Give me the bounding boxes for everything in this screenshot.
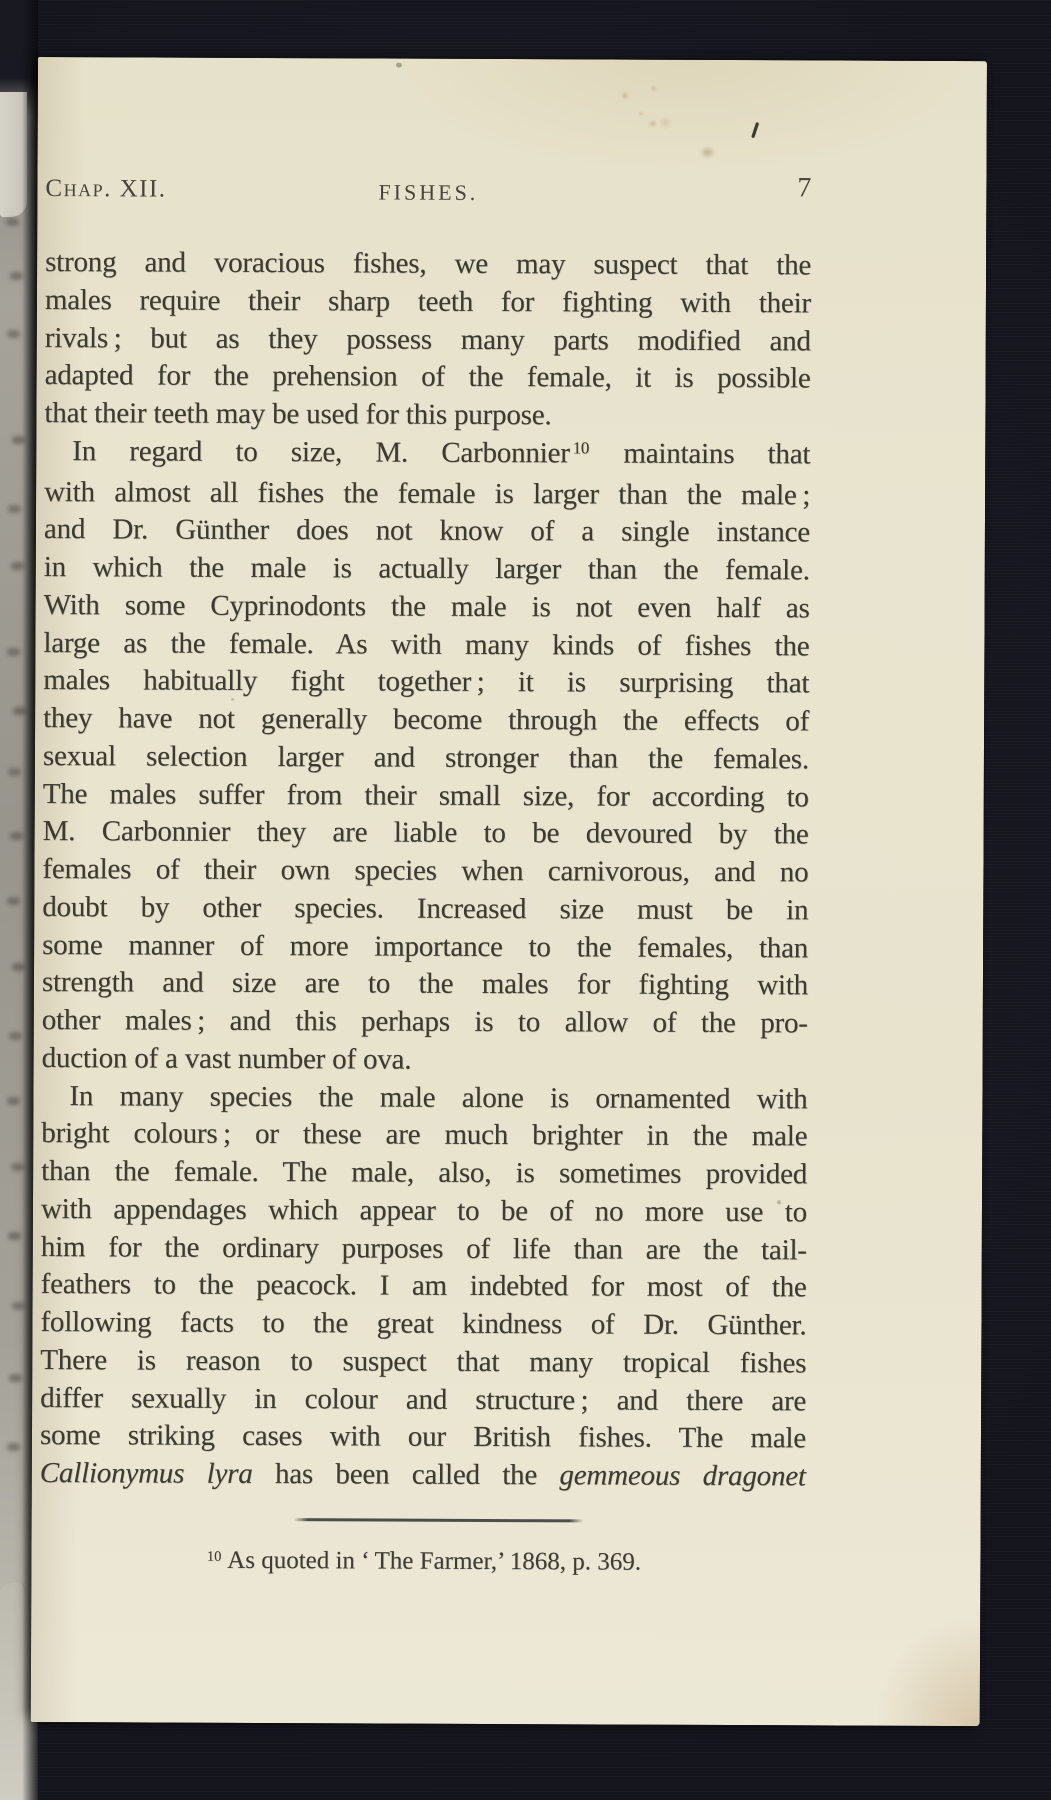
- text-line: There is reason to suspect that many tropical fishes: [40, 1343, 807, 1380]
- page-edge-ghost-text: [3, 0, 16, 8]
- body-text: [40, 244, 811, 1496]
- text-line: in which the male is actually larger than the female.: [43, 551, 810, 587]
- text-line: bright colours ; or these are much brighter in the male: [41, 1117, 808, 1153]
- text-line: following facts to the great kindness of Dr. Günther.: [40, 1306, 807, 1342]
- text-line: some manner of more importance to the females, than: [42, 928, 809, 964]
- text-line: than the female. The male, also, is sometimes provided: [41, 1155, 808, 1191]
- page-edge-bottom-curl: [0, 1582, 24, 1800]
- text-line: and Dr. Günther does not know of a single instance: [43, 513, 811, 549]
- foxing-stain-spot: [700, 146, 716, 159]
- text-line: sexual selection larger and stronger than the females.: [42, 739, 810, 776]
- text-line: males require their sharp teeth for fighting with their: [44, 283, 812, 320]
- stray-ink-slash: [751, 122, 759, 138]
- text-line: In many species the male alone is ornamented with: [69, 1079, 808, 1115]
- footnote-text: $^{10}$ As quoted in ‘ The Farmer,’ 1868, p. 369.: [206, 1546, 642, 1576]
- text-line: differ sexually in colour and structure ; and there are: [40, 1381, 807, 1417]
- text-line: other males ; and this perhaps is to allow of the pro-: [41, 1004, 808, 1040]
- text-line: with almost all fishes the female is larger than the male ;: [44, 475, 811, 511]
- text-line: feathers to the peacock. I am indebted for most of the: [40, 1268, 807, 1304]
- text-line: adapted for the prehension of the female, it is possible: [44, 359, 811, 395]
- text-line: duction of a vast number of ova.: [41, 1041, 412, 1076]
- text-line: males habitually fight together ; it is surprising that: [43, 664, 810, 700]
- text-line: with appendages which appear to be of no more use to: [40, 1192, 808, 1229]
- foxing-stain-spot-small: [648, 120, 658, 128]
- text-line: strength and size are to the males for fighting with: [41, 966, 809, 1002]
- text-line: females of their own species when carnivorous, and no: [42, 853, 809, 889]
- text-line: doubt by other species. Increased size must be in: [42, 890, 809, 927]
- text-line: In regard to size, M. Carbonnier $^{10}$ maintains that: [72, 434, 811, 471]
- text-line: rivals ; but as they possess many parts modified and: [44, 321, 811, 357]
- page-number: 7: [797, 172, 812, 204]
- dust-speck: [396, 63, 402, 68]
- text-line: him for the ordinary purposes of life than are the tail-: [40, 1230, 807, 1266]
- book-page: [31, 57, 987, 1726]
- text-line: large as the female. As with many kinds of fishes the: [43, 626, 810, 662]
- text-line: they have not generally become through the effects of: [43, 702, 810, 738]
- text-line: Callionymus lyra has been called the gemmeous dragonet: [39, 1457, 806, 1493]
- running-title: FISHES.: [378, 179, 479, 205]
- foxing-stain-cluster: [598, 77, 688, 137]
- text-line: strong and voracious fishes, we may suspect that the: [45, 246, 812, 282]
- chapter-label: Chap. XII.: [45, 175, 167, 203]
- text-line: With some Cyprinodonts the male is not even half as: [43, 588, 810, 625]
- text-line: M. Carbonnier they are liable to be devoured by the: [42, 815, 809, 851]
- footnote-rule: [294, 1518, 584, 1522]
- text-line: that their teeth may be used for this purpose.: [44, 397, 552, 432]
- text-line: some striking cases with our British fishes. The male: [39, 1419, 807, 1455]
- text-line: The males suffer from their small size, for according to: [42, 777, 809, 813]
